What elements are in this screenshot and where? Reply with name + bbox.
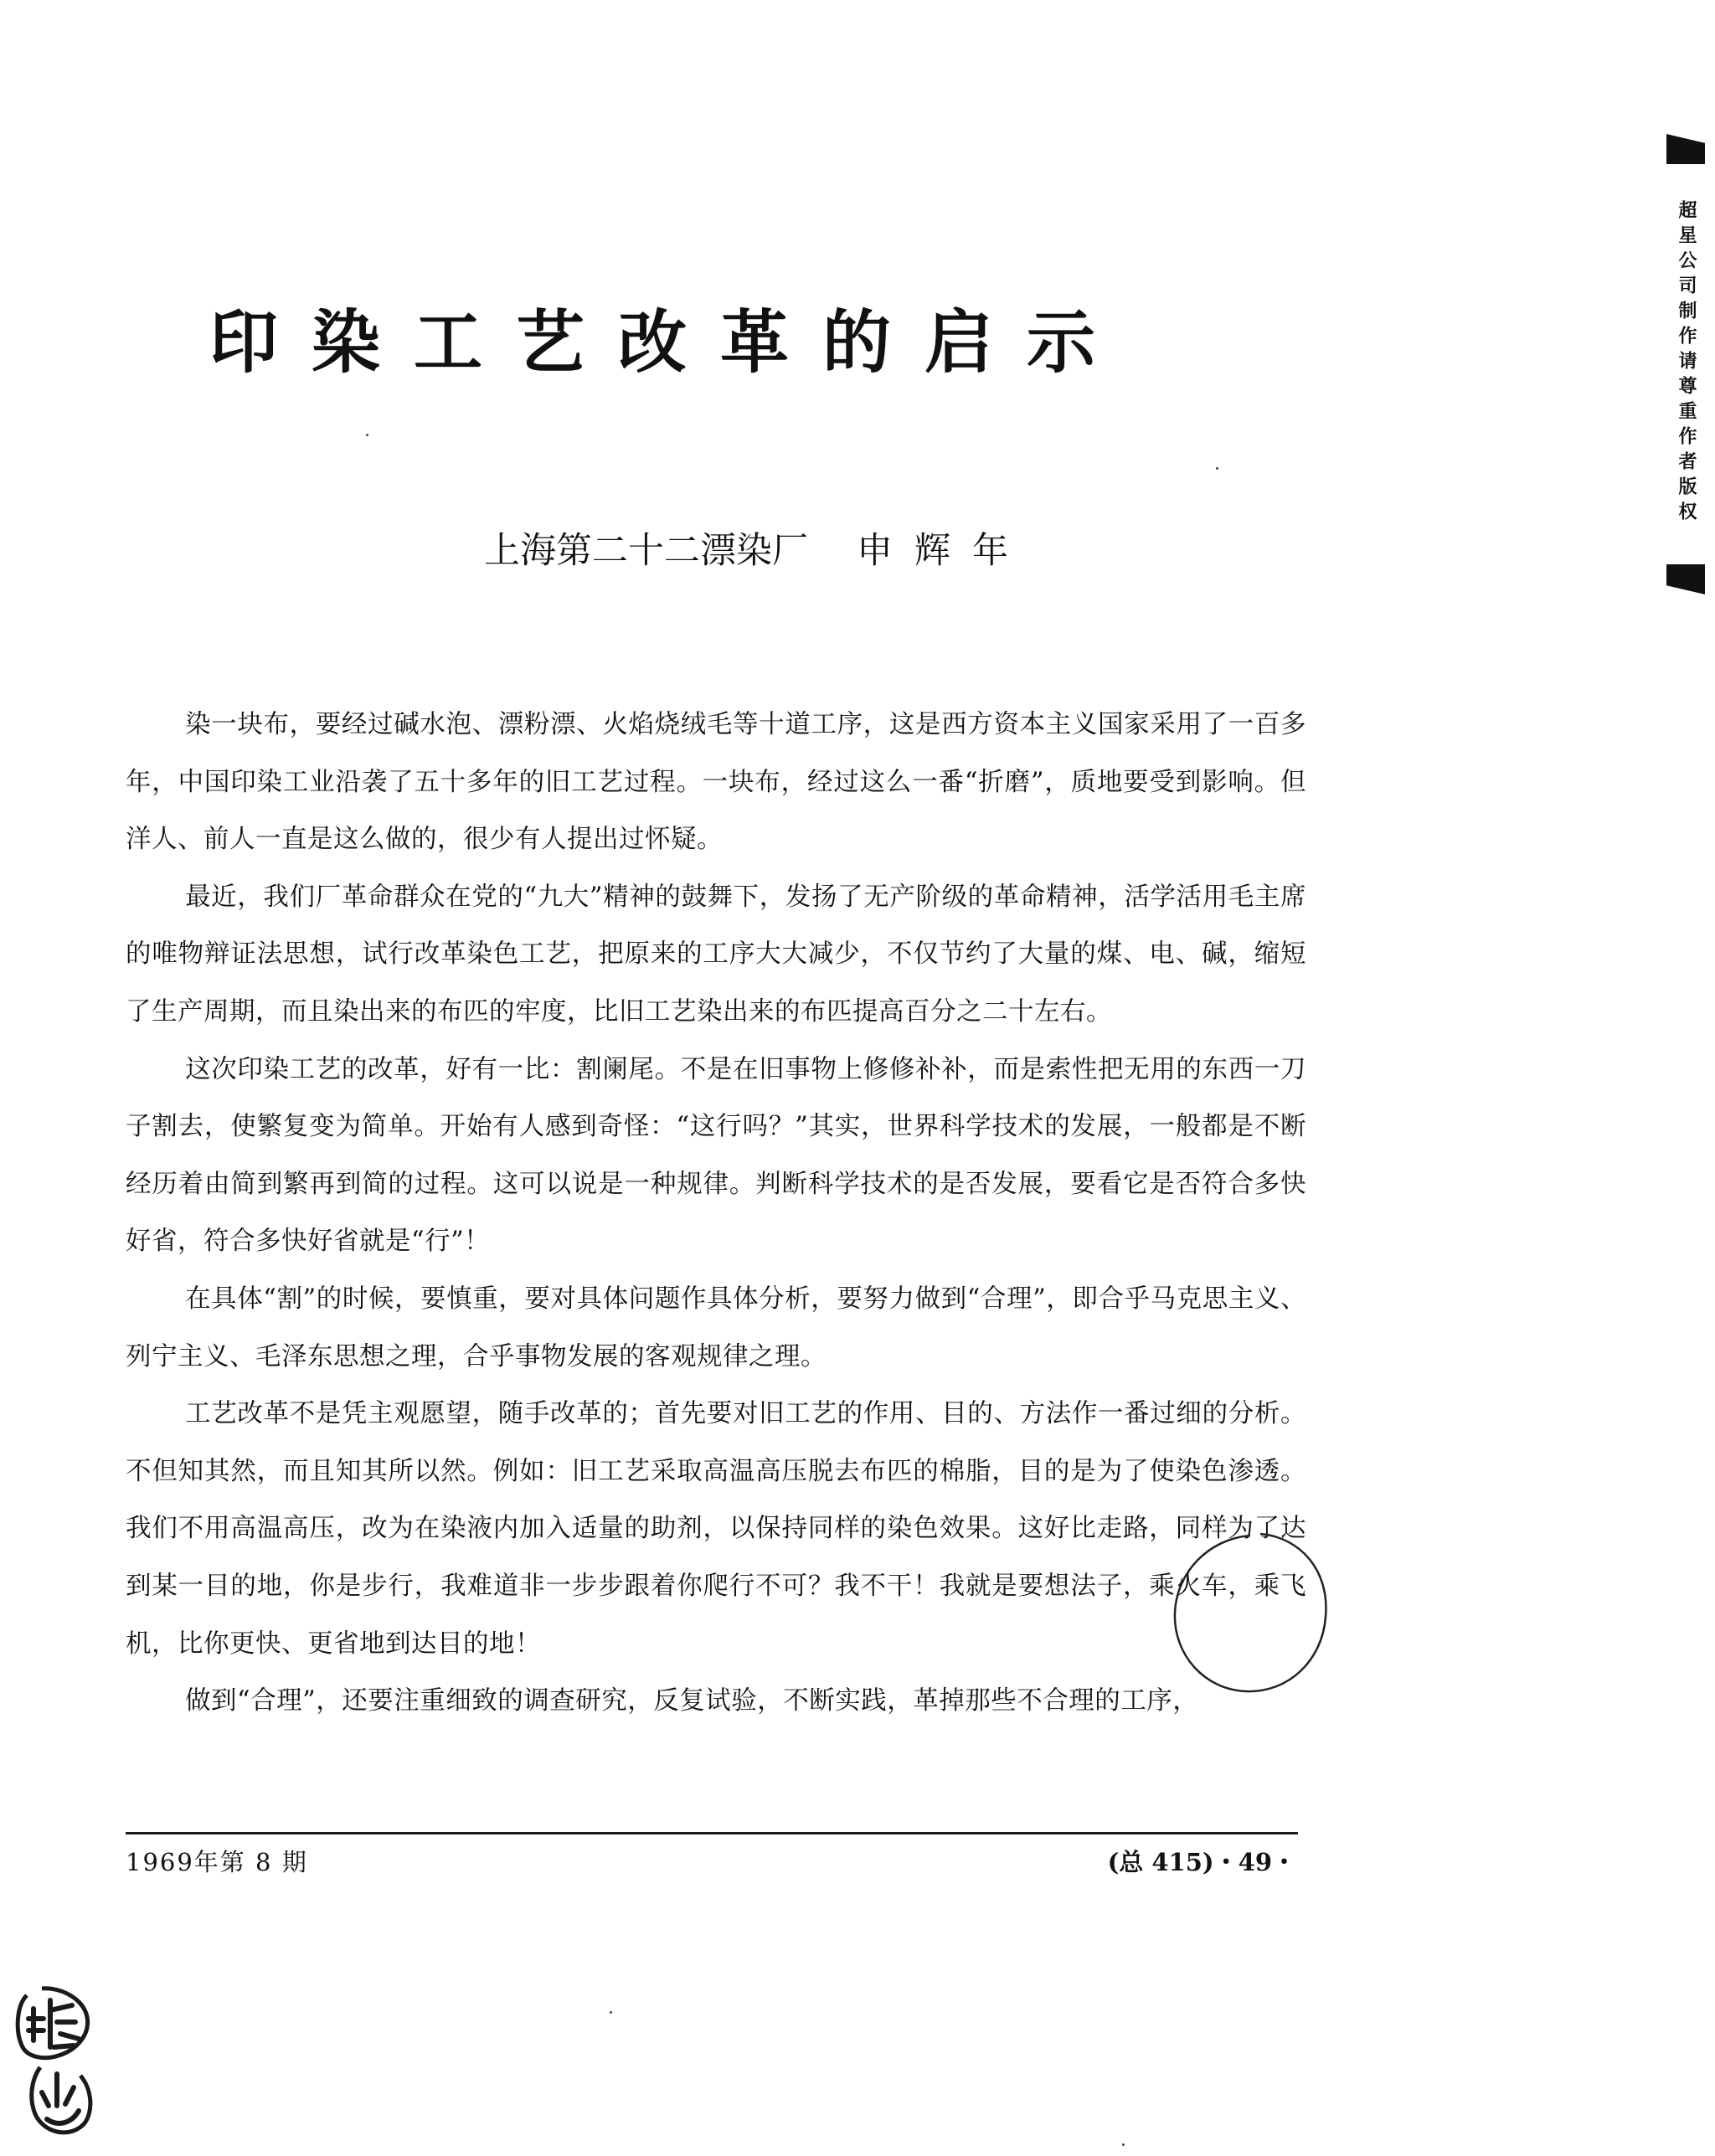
paragraph: 做到“合理”，还要注重细致的调查研究，反复试验，不断实践，革掉那些不合理的工序，: [185, 1686, 1199, 1716]
scan-speck: [1216, 467, 1218, 470]
page-number: (总 415)・49・: [1107, 1848, 1296, 1876]
article-title: 印染工艺改革的启示: [209, 303, 1130, 383]
copyright-strip: [1666, 134, 1705, 594]
paragraph: 最近，我们厂革命群众在党的“九大”精神的鼓舞下，发扬了无产阶级的革命精神，活学活用毛主席的唯物辩证法思想，试行改革染色工艺，把原来的工序大大减少，不仅节约了大量的煤、电、碱，缩短了生产周期，而且染出来的布匹的牢度，比旧工艺染出来的布匹提高百分之二十左右。: [126, 882, 1306, 1027]
issue-label: 1969年第 8 期: [126, 1848, 308, 1876]
copyright-notice: 超星公司制作请尊重作者版权: [1676, 200, 1697, 527]
scan-speck: [1122, 2143, 1125, 2146]
scan-speck: [610, 2011, 612, 2014]
author-organization: 上海第二十二漂染厂: [484, 530, 808, 572]
article-body: [126, 697, 1306, 1731]
paragraph: 工艺改革不是凭主观愿望，随手改革的；首先要对旧工艺的作用、目的、方法作一番过细的分析。不但知其然，而且知其所以然。例如：旧工艺采取高温高压脱去布匹的棉脂，目的是为了使染色渗透。我们不用高温高压，改为在染液内加入适量的助剂，以保持同样的染色效果。这好比走路，同样为了达到某一目的地，你是步行，我难道非一步步跟着你爬行不可？我不干！我就是要想法子，乘火车，乘飞机，比你更快、更省地到达目的地！: [126, 1399, 1306, 1659]
byline: [484, 526, 1030, 576]
logo-seal-icon: [10, 1980, 100, 2148]
strip-bottom-bar: [1666, 564, 1705, 594]
author-name: 申辉年: [857, 530, 1030, 572]
footer-rule: [126, 1832, 1298, 1834]
paragraph: 在具体“割”的时候，要慎重，要对具体问题作具体分析，要努力做到“合理”，即合乎马克思主义、列宁主义、毛泽东思想之理，合乎事物发展的客观规律之理。: [126, 1284, 1306, 1371]
paragraph: 染一块布，要经过碱水泡、漂粉漂、火焰烧绒毛等十道工序，这是西方资本主义国家采用了一百多年，中国印染工业沿袭了五十多年的旧工艺过程。一块布，经过这么一番“折磨”，质地要受到影响。但洋人、前人一直是这么做的，很少有人提出过怀疑。: [126, 710, 1306, 855]
strip-top-bar: [1666, 134, 1705, 164]
handwritten-circle-mark: [1167, 1529, 1334, 1696]
scan-speck: [366, 434, 368, 436]
paragraph: 这次印染工艺的改革，好有一比：割阑尾。不是在旧事物上修修补补，而是索性把无用的东西一刀子割去，使繁复变为简单。开始有人感到奇怪：“这行吗？”其实，世界科学技术的发展，一般都是不断经历着由简到繁再到简的过程。这可以说是一种规律。判断科学技术的是否发展，要看它是否符合多快好省，符合多快好省就是“行”！: [126, 1054, 1306, 1257]
